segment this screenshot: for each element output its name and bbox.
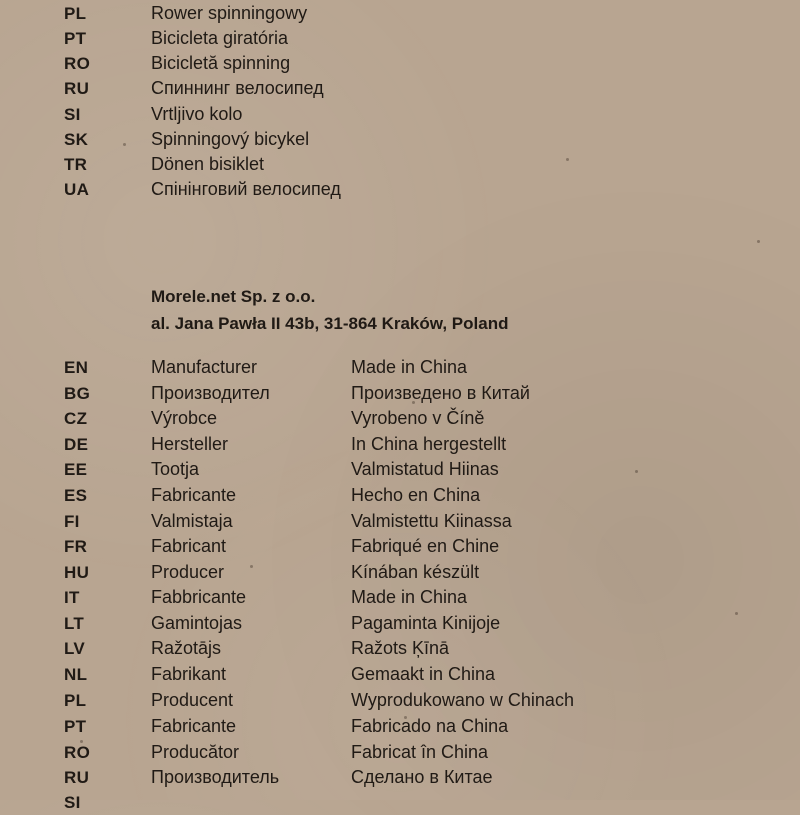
language-code: IT [64,588,80,607]
manufacturer-label: Fabricant [151,536,227,556]
manufacturer-label: Producer [151,562,225,582]
manufacturer-label: Výrobce [151,408,218,428]
manufacturer-label: Производитель [151,767,280,787]
language-code: PL [64,4,87,23]
origin-text: Kínában készült [351,562,480,582]
origin-text: Fabriqué en Chine [351,536,500,556]
manufacturer-label: Producent [151,690,234,710]
language-code: EE [64,460,88,479]
origin-text: Valmistettu Kiinassa [351,511,512,531]
origin-text: Fabricado na China [351,716,509,736]
origin-text: Fabricat în China [351,742,489,762]
language-code: LV [64,639,86,658]
manufacturer-label: Hersteller [151,434,229,454]
origin-text: Wyprodukowano w Chinach [351,690,574,710]
manufacturer-label: Valmistaja [151,511,233,531]
origin-text: In China hergestellt [351,434,507,454]
company-address: al. Jana Pawła II 43b, 31-864 Kraków, Poland [151,314,509,333]
language-code: FR [64,537,88,556]
manufacturer-label: Fabrikant [151,664,227,684]
manufacturer-label: Fabbricante [151,587,247,607]
origin-text: Made in China [351,587,468,607]
language-code: RO [64,743,91,762]
language-code: SI [64,105,81,124]
origin-text: Hecho en China [351,485,481,505]
language-code: PL [64,691,87,710]
product-name: Bicicleta giratória [151,28,289,48]
manufacturer-label: Gamintojas [151,613,243,633]
language-code: FI [64,512,80,531]
manufacturer-label: Производител [151,383,270,403]
product-name: Rower spinningowy [151,3,308,23]
language-code: SI [64,793,81,812]
product-name: Vrtljivo kolo [151,104,243,124]
manufacturer-label: Fabricante [151,485,237,505]
manufacturer-label: Fabricante [151,716,237,736]
manufacturer-label: Tootja [151,459,200,479]
product-name: Спиннинг велосипед [151,78,324,98]
origin-text: Произведено в Китай [351,383,530,403]
origin-text: Сделано в Китае [351,767,493,787]
paper-speck [635,470,638,473]
paper-speck [757,240,760,243]
origin-text: Gemaakt in China [351,664,496,684]
manufacturer-label: Producător [151,742,240,762]
language-code: UA [64,180,90,199]
product-name: Dönen bisiklet [151,154,265,174]
manufacturer-label: Manufacturer [151,357,258,377]
language-code: RO [64,54,91,73]
language-code: PT [64,717,87,736]
language-code: SK [64,130,89,149]
language-code: NL [64,665,88,684]
manufacturer-label: Ražotājs [151,638,222,658]
product-name: Spinningový bicykel [151,129,310,149]
language-code: BG [64,384,91,403]
origin-text: Made in China [351,357,468,377]
origin-text: Vyrobeno v Číně [351,408,485,428]
language-code: PT [64,29,87,48]
paper-speck [250,565,253,568]
language-code: DE [64,435,89,454]
product-name: Спінінговий велосипед [151,179,341,199]
origin-text: Ražots Ķīnā [351,638,450,658]
language-code: LT [64,614,85,633]
language-code: RU [64,79,90,98]
language-code: TR [64,155,88,174]
paper-speck [123,143,126,146]
language-code: CZ [64,409,88,428]
origin-text: Pagaminta Kinijoje [351,613,501,633]
paper-speck [566,158,569,161]
paper-speck [735,612,738,615]
company-name: Morele.net Sp. z o.o. [151,287,316,306]
language-code: HU [64,563,90,582]
language-code: RU [64,768,90,787]
origin-text: Valmistatud Hiinas [351,459,499,479]
product-name: Bicicletă spinning [151,53,291,73]
language-code: ES [64,486,88,505]
language-code: EN [64,358,89,377]
